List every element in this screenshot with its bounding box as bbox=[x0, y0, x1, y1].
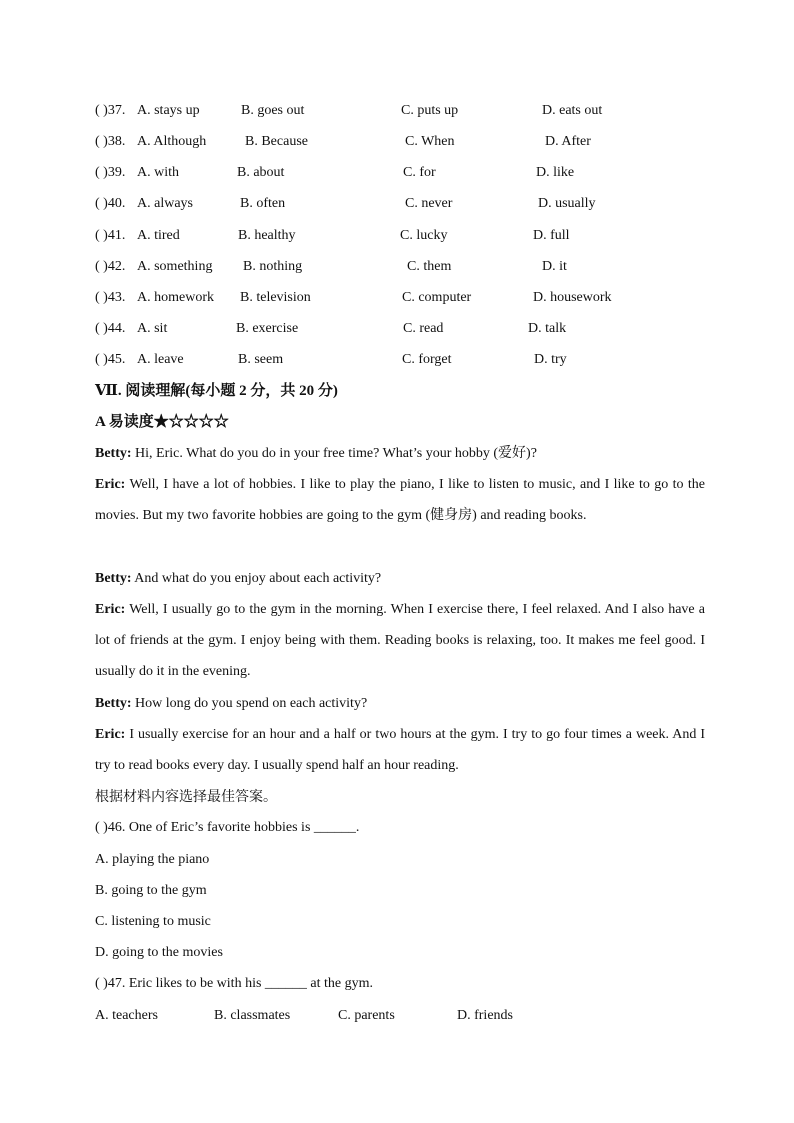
cloze-option-c: C. computer bbox=[402, 290, 472, 305]
cloze-option-a: A. homework bbox=[137, 290, 214, 305]
dialogue-text: Well, I have a lot of hobbies. I like to play the piano, I like to listen to music, and I like to go to the movies. But my two favorite hobbies are going to the gym (健身房) and reading books. bbox=[95, 477, 705, 524]
question-47-option-d: D. friends bbox=[457, 1008, 513, 1023]
question-47-option-b: B. classmates bbox=[214, 1008, 291, 1023]
cloze-option-d: D. try bbox=[534, 352, 567, 367]
cloze-option-b: B. seem bbox=[238, 352, 284, 367]
speaker-label: Betty: bbox=[95, 446, 132, 461]
instruction: 根据材料内容选择最佳答案。 bbox=[95, 789, 277, 805]
question-47-option-c: C. parents bbox=[338, 1008, 395, 1023]
speaker-label: Eric: bbox=[95, 602, 126, 617]
dialogue-eric-1 bbox=[95, 469, 705, 531]
speaker-label: Eric: bbox=[95, 477, 126, 492]
question-46-option-b: B. going to the gym bbox=[95, 883, 207, 898]
part-title: A 易读度★☆☆☆☆ bbox=[95, 414, 229, 430]
cloze-option-c: C. them bbox=[407, 259, 452, 274]
cloze-option-b: B. healthy bbox=[238, 228, 296, 243]
cloze-option-c: C. forget bbox=[402, 352, 452, 367]
cloze-question-number: ( )45. bbox=[95, 352, 126, 367]
cloze-question-number: ( )39. bbox=[95, 165, 126, 180]
cloze-option-c: C. puts up bbox=[401, 103, 459, 118]
dialogue-text: Hi, Eric. What do you do in your free time? What’s your hobby (爱好)? bbox=[131, 446, 537, 461]
cloze-option-b: B. Because bbox=[245, 134, 308, 149]
dialogue-betty-3 bbox=[95, 688, 705, 719]
cloze-option-c: C. When bbox=[405, 134, 455, 149]
cloze-option-a: A. always bbox=[137, 196, 193, 211]
cloze-option-d: D. housework bbox=[533, 290, 612, 305]
cloze-option-c: C. lucky bbox=[400, 228, 448, 243]
speaker-label: Betty: bbox=[95, 571, 132, 586]
question-47-option-a: A. teachers bbox=[95, 1008, 158, 1023]
question-46-option-a: A. playing the piano bbox=[95, 852, 210, 867]
cloze-option-b: B. exercise bbox=[236, 321, 299, 336]
cloze-question-number: ( )44. bbox=[95, 321, 126, 336]
cloze-option-a: A. something bbox=[137, 259, 213, 274]
cloze-question-number: ( )40. bbox=[95, 196, 126, 211]
cloze-option-b: B. about bbox=[237, 165, 285, 180]
dialogue-eric-3 bbox=[95, 719, 705, 781]
dialogue-text: How long do you spend on each activity? bbox=[131, 696, 368, 711]
cloze-option-b: B. television bbox=[240, 290, 311, 305]
speaker-label: Betty: bbox=[95, 696, 132, 711]
dialogue-eric-2 bbox=[95, 594, 705, 688]
cloze-option-b: B. nothing bbox=[243, 259, 303, 274]
section-title: Ⅶ. 阅读理解(每小题 2 分，共 20 分) bbox=[95, 383, 338, 399]
question-46-stem: ( )46. One of Eric’s favorite hobbies is ______. bbox=[95, 820, 360, 835]
cloze-option-c: C. read bbox=[403, 321, 444, 336]
cloze-option-a: A. stays up bbox=[137, 103, 200, 118]
cloze-option-d: D. usually bbox=[538, 196, 596, 211]
dialogue-text: I usually exercise for an hour and a half or two hours at the gym. I try to go four times a week. And I try to read books every day. I usually spend half an hour reading. bbox=[95, 727, 705, 774]
dialogue-text: Well, I usually go to the gym in the morning. When I exercise there, I feel relaxed. And I also have a lot of friends at the gym. I enjoy being with them. Reading books is relaxing, too. It makes me feel good. I usually do it in the evening. bbox=[95, 602, 705, 680]
cloze-question-number: ( )41. bbox=[95, 228, 126, 243]
cloze-option-b: B. often bbox=[240, 196, 286, 211]
cloze-question-number: ( )43. bbox=[95, 290, 126, 305]
cloze-option-c: C. for bbox=[403, 165, 436, 180]
question-47-stem: ( )47. Eric likes to be with his ______ at the gym. bbox=[95, 976, 374, 991]
dialogue-betty-1 bbox=[95, 438, 705, 469]
cloze-option-d: D. After bbox=[545, 134, 591, 149]
cloze-option-d: D. like bbox=[536, 165, 575, 180]
dialogue-text: And what do you enjoy about each activity? bbox=[131, 571, 382, 586]
question-46-option-d: D. going to the movies bbox=[95, 945, 223, 960]
dialogue-betty-2 bbox=[95, 563, 705, 594]
cloze-option-d: D. talk bbox=[528, 321, 567, 336]
cloze-option-a: A. Although bbox=[137, 134, 207, 149]
cloze-option-a: A. sit bbox=[137, 321, 168, 336]
cloze-question-number: ( )42. bbox=[95, 259, 126, 274]
cloze-option-a: A. tired bbox=[137, 228, 180, 243]
cloze-question-number: ( )38. bbox=[95, 134, 126, 149]
cloze-option-d: D. eats out bbox=[542, 103, 603, 118]
cloze-option-d: D. it bbox=[542, 259, 567, 274]
cloze-option-a: A. with bbox=[137, 165, 179, 180]
cloze-option-b: B. goes out bbox=[241, 103, 305, 118]
cloze-question-number: ( )37. bbox=[95, 103, 126, 118]
cloze-option-d: D. full bbox=[533, 228, 570, 243]
cloze-option-a: A. leave bbox=[137, 352, 184, 367]
question-46-option-c: C. listening to music bbox=[95, 914, 211, 929]
speaker-label: Eric: bbox=[95, 727, 126, 742]
cloze-option-c: C. never bbox=[405, 196, 453, 211]
